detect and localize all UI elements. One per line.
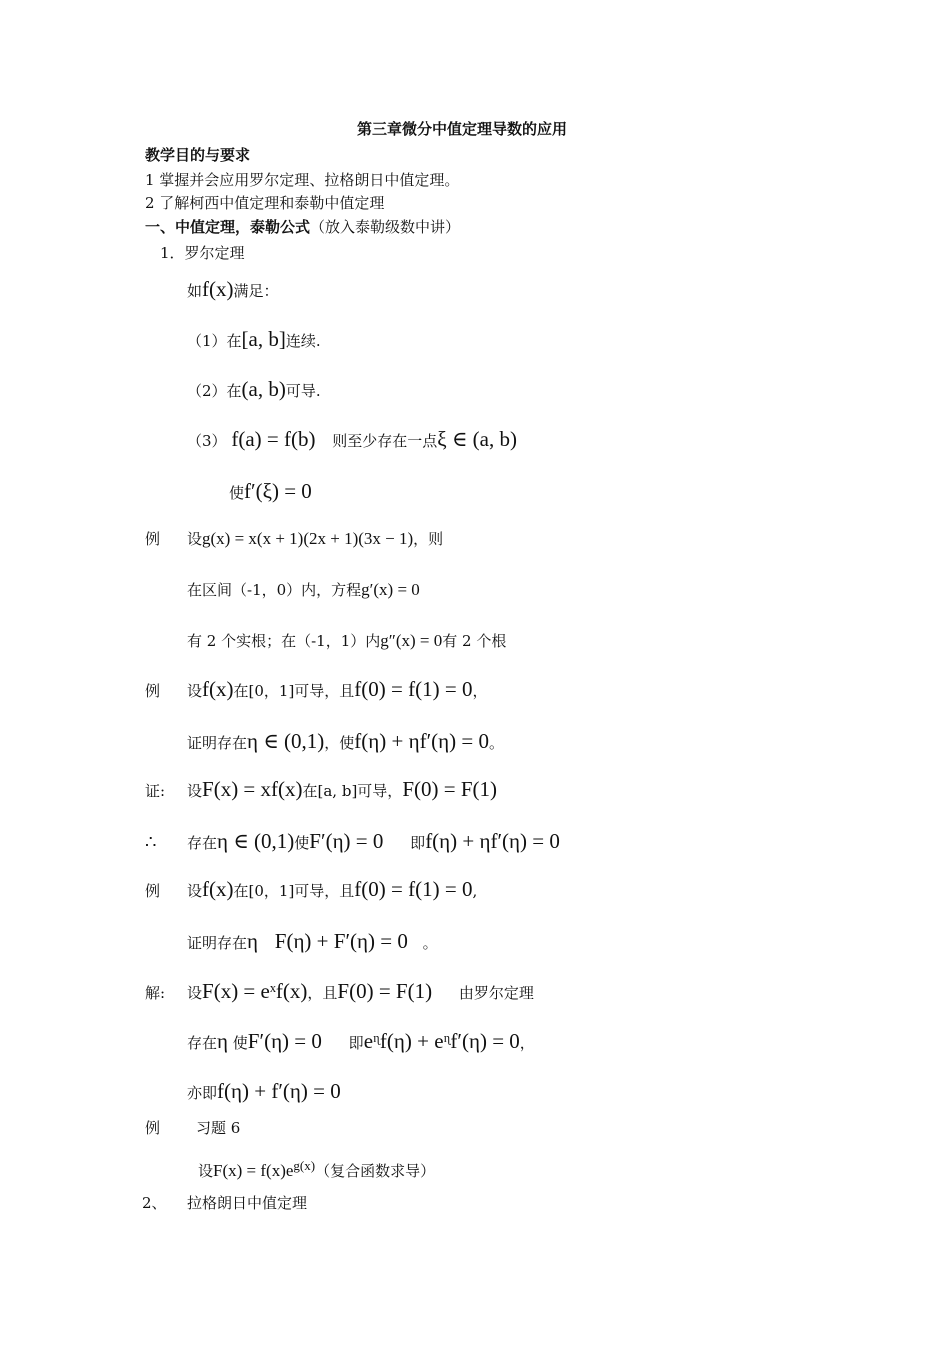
text: ， (472, 682, 488, 700)
example-label: 例 (145, 1119, 161, 1137)
solution-line1 (187, 980, 534, 1004)
text: 连续. (285, 332, 321, 350)
example1-line3 (187, 630, 506, 652)
math: (a, b) (241, 377, 286, 401)
solution-line2 (187, 1030, 535, 1054)
text: （复合函数求导） (315, 1162, 436, 1180)
math: F′(η) = 0 (247, 1029, 322, 1053)
text: ，则 (413, 530, 444, 548)
math: ξ ∈ (a, b) (437, 427, 517, 451)
math: f(η) + ηf′(η) = 0 (425, 829, 560, 853)
section2-label: 2、 (142, 1194, 167, 1212)
therefore-symbol: ∴ (145, 832, 157, 853)
example2-line2 (187, 730, 504, 754)
text: 使 (232, 1034, 248, 1052)
section-heading-title: 一、中值定理，泰勒公式 (145, 218, 311, 236)
text: 证明存在 (187, 734, 248, 752)
rolle-heading: 1．罗尔定理 (160, 244, 245, 262)
example-label: 例 (145, 682, 161, 700)
text: 则至少存在一点 (332, 432, 438, 450)
solution-line3 (187, 1080, 341, 1104)
rolle-condition-2 (187, 378, 321, 402)
objectives-heading: 教学目的与要求 (145, 146, 251, 164)
rolle-condition-1 (187, 328, 321, 352)
rolle-premise (187, 278, 279, 302)
text: 设 (187, 882, 203, 900)
section2-heading: 拉格朗日中值定理 (187, 1194, 308, 1212)
text: （2）在 (187, 382, 242, 400)
math: f(η) + ηf′(η) = 0 (354, 729, 489, 753)
math: f(x) (202, 677, 234, 701)
text: ，使 (324, 734, 355, 752)
math: f(η) + f′(η) = 0 (217, 1079, 341, 1103)
example-label: 例 (145, 530, 161, 548)
text: 。 (422, 934, 438, 952)
example1-line1 (187, 528, 443, 550)
page-title: 第三章微分中值定理导数的应用 (357, 120, 568, 138)
text: 可导. (285, 382, 321, 400)
text: 设 (187, 682, 203, 700)
text: 满足： (233, 282, 279, 300)
example4-line1: 习题 6 (196, 1119, 241, 1137)
text: 使 (294, 834, 310, 852)
example2-line1 (187, 678, 487, 702)
example4-line2 (198, 1155, 435, 1182)
solution-label: 解: (145, 984, 166, 1002)
text: （3） (187, 432, 227, 450)
math: [a, b] (241, 327, 286, 351)
math: f(x) (202, 277, 234, 301)
math: F(0) = F(1) (402, 777, 497, 801)
math: g″(x) = 0 (380, 631, 443, 650)
text: 存在 (187, 1034, 218, 1052)
example3-line1 (187, 878, 477, 902)
math: η (217, 1029, 228, 1053)
text: 在[0，1]可导，且 (233, 882, 355, 900)
proof-line1 (187, 778, 497, 802)
math: η (247, 929, 258, 953)
math: F(x) = eˣf(x) (202, 979, 308, 1003)
text: 由罗尔定理 (458, 984, 534, 1002)
math: F′(η) = 0 (309, 829, 384, 853)
math: f(a) = f(b) (231, 427, 316, 451)
math: f(0) = f(1) = 0 (354, 677, 473, 701)
math: F(x) = f(x)e (213, 1161, 294, 1180)
text: 在区间（-1，0）内，方程 (187, 581, 362, 599)
text: ， (519, 1034, 535, 1052)
math: η ∈ (0,1) (217, 829, 295, 853)
objective-item: 2 了解柯西中值定理和泰勒中值定理 (145, 194, 385, 212)
text: 证明存在 (187, 934, 248, 952)
proof-label: 证: (145, 782, 166, 800)
text: 设 (187, 782, 203, 800)
math: η ∈ (0,1) (247, 729, 325, 753)
text: 设 (187, 530, 203, 548)
rolle-conclusion (229, 480, 312, 504)
text: 。 (488, 734, 504, 752)
text: 有 2 个实根；在（-1，1）内 (187, 632, 381, 650)
math: g′(x) = 0 (361, 580, 420, 599)
text: 亦即 (187, 1084, 218, 1102)
math: g(x) = x(x + 1)(2x + 1)(3x − 1) (202, 529, 414, 548)
proof-line2 (187, 830, 560, 854)
math: eᶯf(η) + eᶯf′(η) = 0 (363, 1029, 520, 1053)
math: F(x) = xf(x) (202, 777, 303, 801)
text: 在[0，1]可导，且 (233, 682, 355, 700)
text: , (472, 882, 478, 900)
example1-line2 (187, 579, 420, 601)
example3-line2 (187, 930, 438, 954)
text: 在[a, b]可导， (302, 782, 403, 800)
section-heading-note: （放入泰勒级数中讲） (310, 218, 461, 236)
text: 设 (198, 1162, 214, 1180)
text: 存在 (187, 834, 218, 852)
section-heading (145, 216, 460, 238)
text: 使 (229, 484, 245, 502)
text: 即 (410, 834, 426, 852)
text: 即 (348, 1034, 364, 1052)
math: f(x) (202, 877, 234, 901)
text: 有 2 个根 (442, 632, 507, 650)
math: f′(ξ) = 0 (244, 479, 312, 503)
math: F(0) = F(1) (337, 979, 433, 1003)
math-superscript: g(x) (293, 1158, 316, 1173)
math: F(η) + F′(η) = 0 (274, 929, 408, 953)
text: 如 (187, 282, 203, 300)
text: （1）在 (187, 332, 242, 350)
math: f(0) = f(1) = 0 (354, 877, 473, 901)
text: 设 (187, 984, 203, 1002)
example-label: 例 (145, 882, 161, 900)
rolle-condition-3 (187, 428, 517, 452)
text: ，且 (307, 984, 338, 1002)
objective-item: 1 掌握并会应用罗尔定理、拉格朗日中值定理。 (145, 171, 460, 189)
